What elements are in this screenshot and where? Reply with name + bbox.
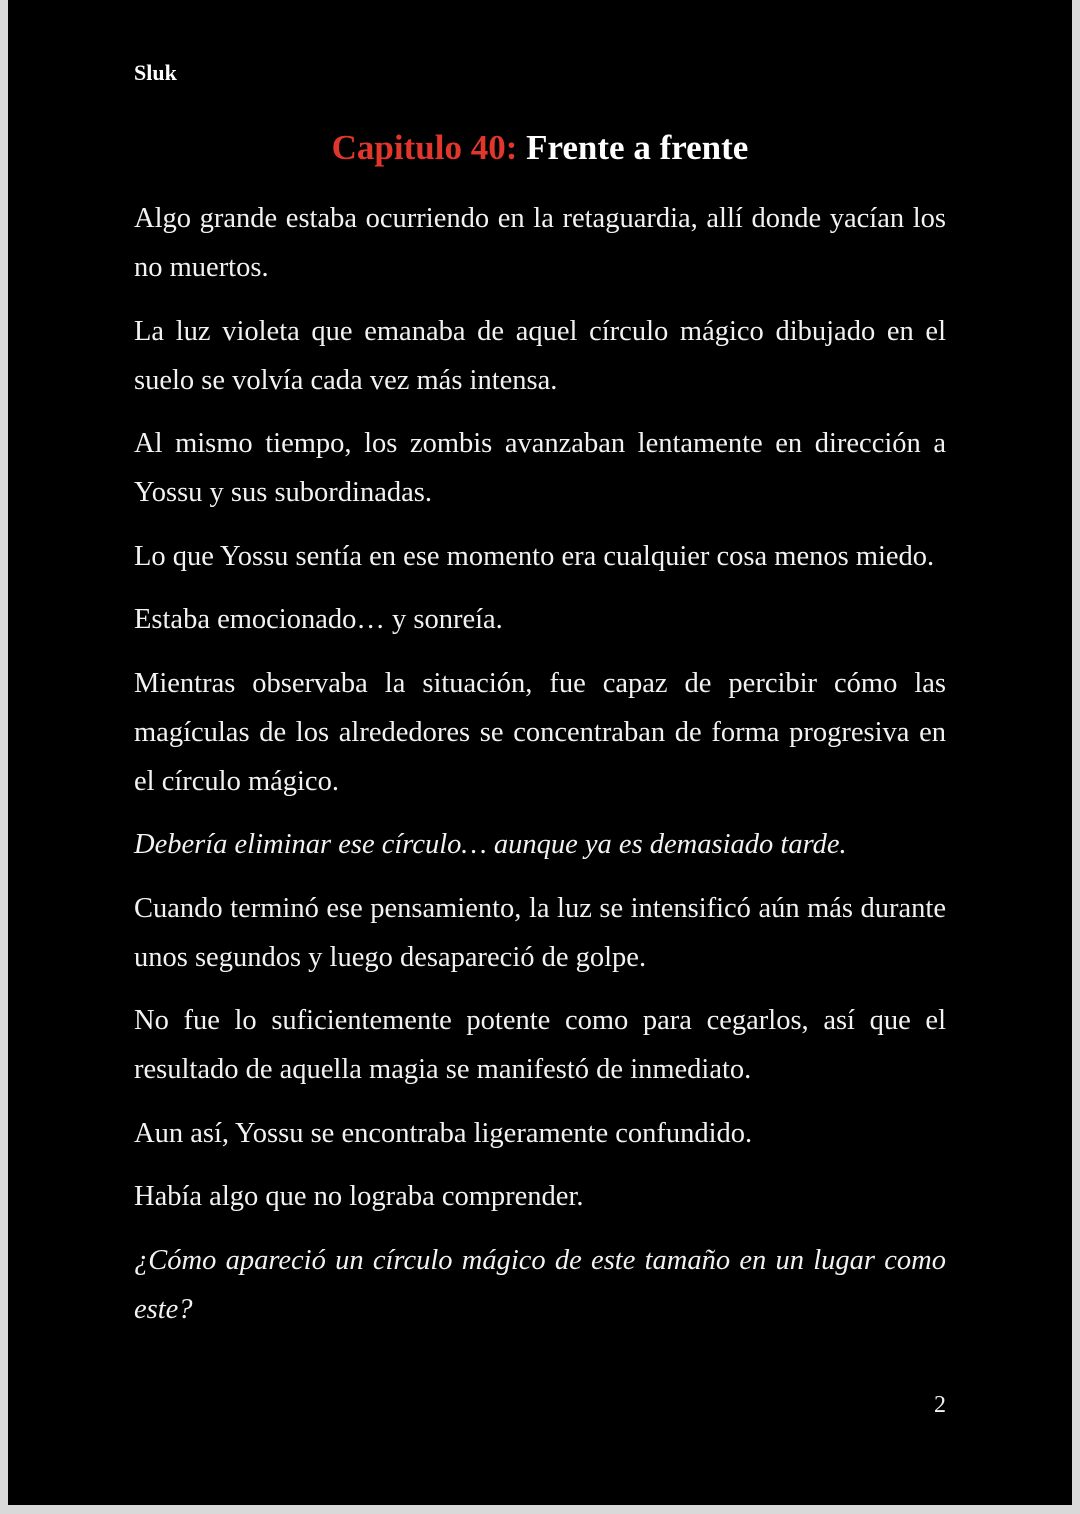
chapter-name: Frente a frente [526, 128, 749, 167]
paragraph: Algo grande estaba ocurriendo en la retaguardia, allí donde yacían los no muertos. [134, 203, 946, 283]
paragraph: No fue lo suficientemente potente como para cegarlos, así que el resultado de aquella magia se manifestó de inmediato. [134, 1005, 946, 1085]
chapter-label: Capitulo 40: [331, 128, 518, 167]
paragraph: Lo que Yossu sentía en ese momento era cualquier cosa menos miedo. [134, 540, 935, 572]
page-number: 2 [934, 1392, 946, 1418]
paragraph-thought: ¿Cómo apareció un círculo mágico de este tamaño en un lugar como este? [134, 1244, 946, 1325]
paragraph: Aun así, Yossu se encontraba ligeramente confundido. [134, 1117, 753, 1149]
paragraph: Al mismo tiempo, los zombis avanzaban lentamente en dirección a Yossu y sus subordinadas. [134, 428, 946, 508]
paragraph-thought: Debería eliminar ese círculo… aunque ya es demasiado tarde. [134, 829, 847, 860]
chapter-body [134, 194, 946, 1348]
author-header: Sluk [134, 60, 177, 85]
paragraph: Mientras observaba la situación, fue capaz de percibir cómo las magículas de los alrededores se concentraban de forma progresiva en el círculo mágico. [134, 667, 946, 797]
paragraph: Había algo que no lograba comprender. [134, 1181, 584, 1212]
paragraph: La luz violeta que emanaba de aquel círculo mágico dibujado en el suelo se volvía cada vez más intensa. [134, 315, 946, 396]
paragraph: Cuando terminó ese pensamiento, la luz se intensificó aún más durante unos segundos y luego desapareció de golpe. [134, 892, 946, 973]
paragraph: Estaba emocionado… y sonreía. [134, 604, 503, 635]
document-page [8, 0, 1072, 1505]
chapter-title [134, 126, 946, 170]
